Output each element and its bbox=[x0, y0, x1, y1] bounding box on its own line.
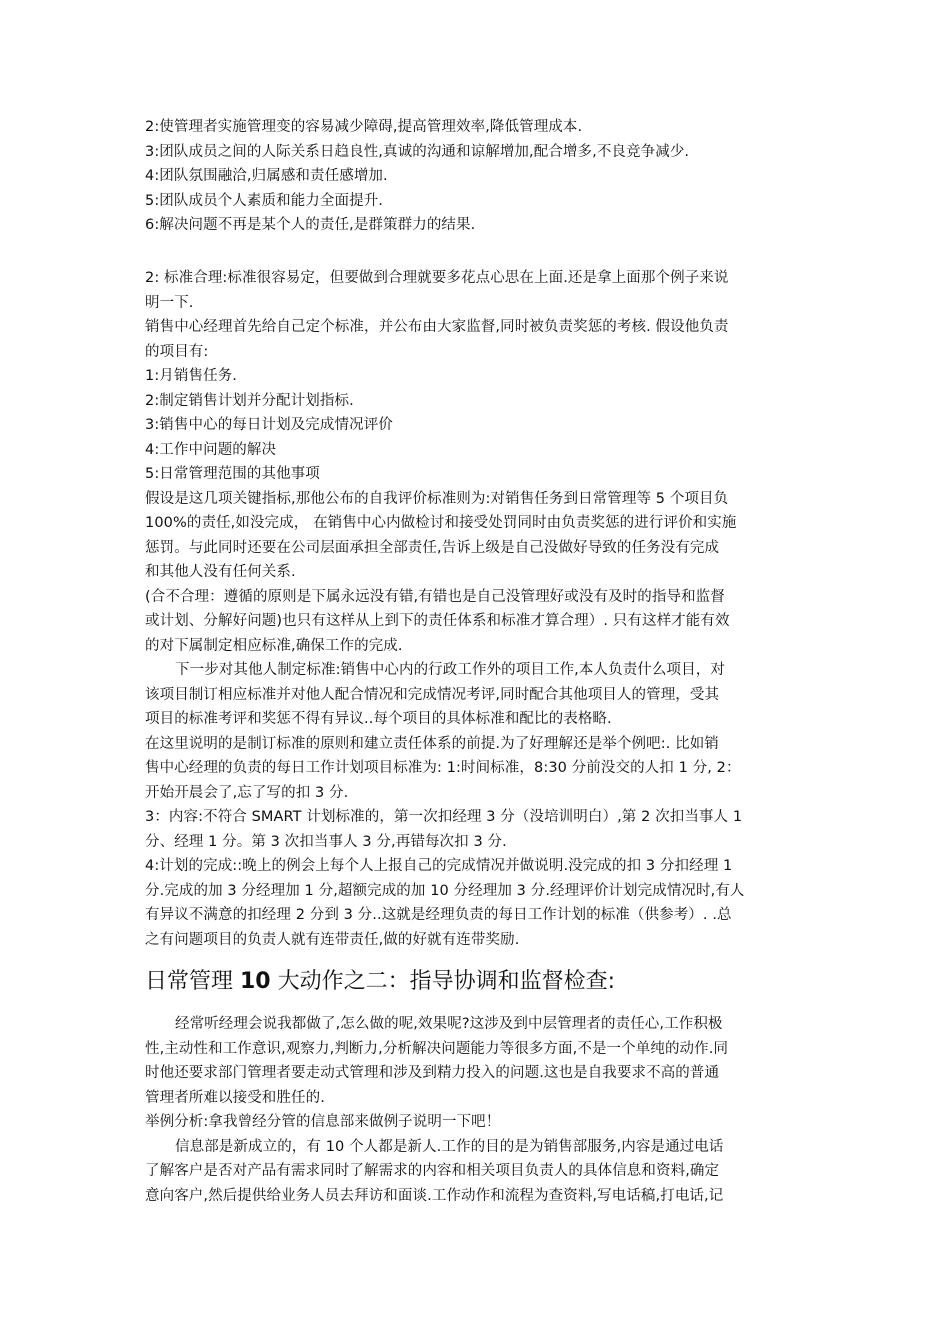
section-heading bbox=[145, 962, 810, 1002]
list-item: 2:使管理者实施管理变的容易减少障碍,提高管理效率,降低管理成本. bbox=[145, 119, 583, 135]
paragraph-line: 的项目有: bbox=[145, 343, 209, 360]
paragraph-line: 的对下属制定相应标准,确保工作的完成. bbox=[145, 637, 403, 654]
paragraph-line: 和其他人没有任何关系. bbox=[145, 564, 296, 580]
paragraph-line: 3：内容:不符合 SMART 计划标准的，第一次扣经理 3 分（没培训明白）,第 2 次扣当事人 1 bbox=[145, 809, 743, 825]
heading-number: 10 bbox=[240, 969, 271, 994]
paragraph-line: 性,主动性和工作意识,观察力,判断力,分析解决问题能力等很多方面,不是一个单纯的动作.同 bbox=[145, 1040, 729, 1057]
paragraph-line: 假设是这几项关键指标,那他公布的自我评价标准则为:对销售任务到日常管理等 5 个项目负 bbox=[145, 490, 729, 507]
list-item: 2:制定销售计划并分配计划指标. bbox=[145, 392, 354, 409]
paragraph-line: 销售中心经理首先给自己定个标准，并公布由大家监督,同时被负责奖惩的考核. 假设他负责 bbox=[145, 319, 729, 335]
standards-section bbox=[145, 266, 810, 952]
list-item: 1:月销售任务. bbox=[145, 368, 238, 384]
paragraph-line: 或计划、分解好问题)也只有这样从上到下的责任体系和标准才算合理）. 只有这样才能有效 bbox=[145, 613, 730, 629]
paragraph-line: 明一下. bbox=[145, 294, 194, 311]
list-item: 3:销售中心的每日计划及完成情况评价 bbox=[145, 417, 393, 433]
paragraph-line: 售中心经理的负责的每日工作计划项目标准为: 1:时间标准，8:30 分前没交的人扣 1 分, 2： bbox=[145, 760, 741, 776]
paragraph-line: 在这里说明的是制订标准的原则和建立责任体系的前提.为了好理解还是举个例吧:. 比如销 bbox=[145, 735, 719, 752]
list-item: 3:团队成员之间的人际关系日趋良性,真诚的沟通和谅解增加,配合增多,不良竞争减少. bbox=[145, 143, 690, 160]
paragraph-line: 举例分析:拿我曾经分管的信息部来做例子说明一下吧！ bbox=[145, 1114, 501, 1130]
paragraph-line: 下一步对其他人制定标准:销售中心内的行政工作外的项目工作,本人负责什么项目，对 bbox=[175, 662, 725, 678]
paragraph-line: 100%的责任,如没完成， 在销售中心内做检讨和接受处罚同时由负责奖惩的进行评价和实施 bbox=[145, 515, 737, 531]
paragraph-line: 4:计划的完成::晚上的例会上每个人上报自己的完成情况并做说明.没完成的扣 3 分扣经理 1 bbox=[145, 858, 733, 874]
paragraph-line: 意向客户,然后提供给业务人员去拜访和面谈.工作动作和流程为查资料,写电话稿,打电话,记 bbox=[145, 1187, 724, 1204]
paragraph-line: 信息部是新成立的，有 10 个人都是新人.工作的目的是为销售部服务,内容是通过电话 bbox=[175, 1138, 724, 1155]
list-item: 5:团队成员个人素质和能力全面提升. bbox=[145, 192, 384, 209]
guidance-section bbox=[145, 1012, 810, 1208]
list-item: 4:工作中问题的解决 bbox=[145, 441, 277, 458]
paragraph-line: 分、经理 1 分。第 3 次扣当事人 3 分,再错每次扣 3 分. bbox=[145, 833, 507, 850]
heading-part: 大动作之二：指导协调和监督检查: bbox=[270, 969, 616, 994]
heading-part: 日常管理 bbox=[145, 969, 240, 994]
benefits-list bbox=[145, 115, 810, 238]
paragraph-line: 管理者所难以接受和胜任的. bbox=[145, 1089, 325, 1106]
paragraph-line: 2: 标准合理:标准很容易定，但要做到合理就要多花点心思在上面.还是拿上面那个例子来说 bbox=[145, 270, 729, 286]
paragraph-line: 之有问题项目的负责人就有连带责任,做的好就有连带奖励. bbox=[145, 931, 520, 948]
list-item: 5:日常管理范围的其他事项 bbox=[145, 466, 320, 482]
paragraph-line: 开始开晨会了,忘了写的扣 3 分. bbox=[145, 784, 349, 801]
list-item: 6:解决问题不再是某个人的责任,是群策群力的结果. bbox=[145, 217, 476, 233]
paragraph-line: 了解客户是否对产品有需求同时了解需求的内容和相关项目负责人的具体信息和资料,确定 bbox=[145, 1163, 720, 1179]
paragraph-line: 经常听经理会说我都做了,怎么做的呢,效果呢?这涉及到中层管理者的责任心,工作积极 bbox=[175, 1016, 723, 1032]
paragraph-line: 时他还要求部门管理者要走动式管理和涉及到精力投入的问题.这也是自我要求不高的普通 bbox=[145, 1065, 720, 1081]
list-item: 4:团队氛围融洽,归属感和责任感增加. bbox=[145, 168, 388, 184]
paragraph-line: 惩罚。与此同时还要在公司层面承担全部责任,告诉上级是自己没做好导致的任务没有完成 bbox=[145, 539, 720, 556]
paragraph-line: 有异议不满意的扣经理 2 分到 3 分..这就是经理负责的每日工作计划的标准（供参考）. .总 bbox=[145, 907, 732, 923]
paragraph-line: (合不合理：遵循的原则是下属永远没有错,有错也是自己没管理好或没有及时的指导和监督 bbox=[145, 588, 725, 605]
paragraph-line: 该项目制订相应标准并对他人配合情况和完成情况考评,同时配合其他项目人的管理，受其 bbox=[145, 686, 720, 703]
paragraph-line: 分.完成的加 3 分经理加 1 分,超额完成的加 10 分经理加 3 分.经理评价计划完成情况时,有人 bbox=[145, 882, 745, 899]
paragraph-line: 项目的标准考评和奖惩不得有异议..每个项目的具体标准和配比的表格略. bbox=[145, 711, 612, 727]
